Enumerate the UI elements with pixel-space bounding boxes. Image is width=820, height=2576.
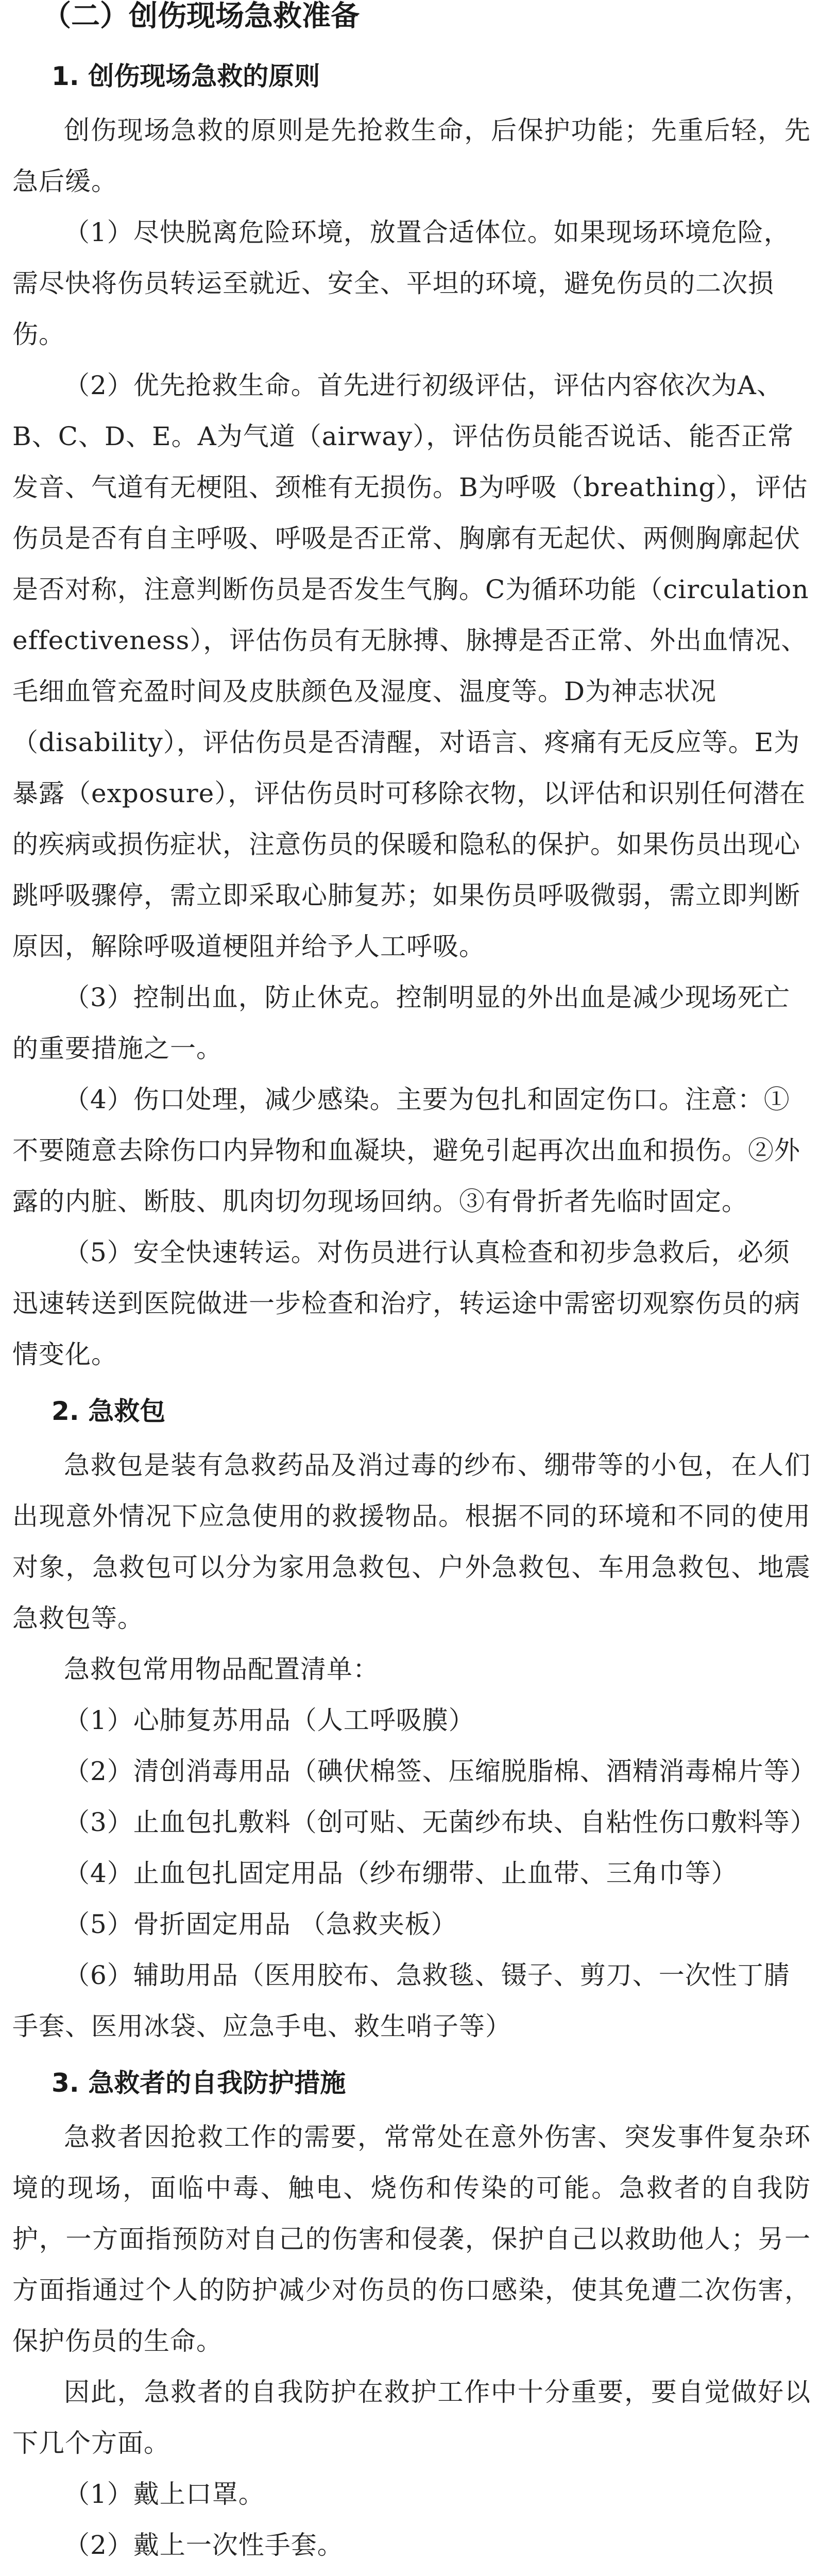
kit-heading: 2. 急救包 — [52, 1396, 166, 1426]
kit-list-intro: 急救包常用物品配置清单： — [64, 1654, 379, 1684]
protection-item-2: （2）戴上一次性手套。 — [64, 2530, 344, 2560]
protection-item-1: （1）戴上口罩。 — [64, 2479, 265, 2509]
principles-intro: 创伤现场急救的原则是先抢救生命，后保护功能；先重后轻，先急后缓。 — [12, 115, 811, 196]
protection-item-3 — [12, 2571, 811, 2576]
kit-item-4: （4）止血包扎固定用品（纱布绷带、止血带、三角巾等） — [64, 1858, 738, 1888]
principles-item-3: （3）控制出血，防止休克。控制明显的外出血是减少现场死亡的重要措施之一。 — [12, 982, 790, 1063]
principles-heading: 1. 创伤现场急救的原则 — [52, 61, 320, 91]
kit-item-1: （1）心肺复苏用品（人工呼吸膜） — [64, 1705, 475, 1735]
principles-item-4: （4）伤口处理，减少感染。主要为包扎和固定伤口。注意：①不要随意去除伤口内异物和血凝块，避免引起再次出血和损伤。②外露的内脏、断肢、肌肉切勿现场回纳。③有骨折者先临时固定。 — [12, 1084, 800, 1216]
principles-item-2: （2）优先抢救生命。首先进行初级评估，评估内容依次为A、B、C、D、E。A为气道（airway），评估伤员能否说话、能否正常发音、气道有无梗阻、颈椎有无损伤。B为呼吸（breathing），评估伤员是否有自主呼吸、呼吸是否正常、胸廓有无起伏、两侧胸廓起伏是否对称，注意判断伤员是否发生气胸。C为循环功能（circulation effectiveness），评估伤员有无脉搏、脉搏是否正常、外出血情况、毛细血管充盈时间及皮肤颜色及湿度、温度等。D为神志状况（disability），评估伤员是否清醒，对语言、疼痛有无反应等。E为暴露（exposure），评估伤员时可移除衣物，以评估和识别任何潜在的疾病或损伤症状，注意伤员的保暖和隐私的保护。如果伤员出现心跳呼吸骤停，需立即采取心肺复苏；如果伤员呼吸微弱，需立即判断原因，解除呼吸道梗阻并给予人工呼吸。 — [12, 370, 809, 961]
protection-intro-2: 因此，急救者的自我防护在救护工作中十分重要，要自觉做好以下几个方面。 — [12, 2377, 811, 2458]
protection-intro: 急救者因抢救工作的需要，常常处在意外伤害、突发事件复杂环境的现场，面临中毒、触电、烧伤和传染的可能。急救者的自我防护，一方面指预防对自己的伤害和侵袭，保护自己以救助他人；另一方面指通过个人的防护减少对伤员的伤口感染，使其免遭二次伤害，保护伤员的生命。 — [12, 2122, 811, 2356]
principles-item-5: （5）安全快速转运。对伤员进行认真检查和初步急救后，必须迅速转送到医院做进一步检查和治疗，转运途中需密切观察伤员的病情变化。 — [12, 1238, 800, 1369]
kit-intro: 急救包是装有急救药品及消过毒的纱布、绷带等的小包，在人们出现意外情况下应急使用的救援物品。根据不同的环境和不同的使用对象，急救包可以分为家用急救包、户外急救包、车用急救包、地震急救包等。 — [12, 1450, 811, 1633]
kit-item-2: （2）清创消毒用品（碘伏棉签、压缩脱脂棉、酒精消毒棉片等） — [64, 1756, 816, 1786]
section-title: （二）创伤现场急救准备 — [42, 0, 360, 33]
kit-item-6: （6）辅助用品（医用胶布、急救毯、镊子、剪刀、一次性丁腈手套、医用冰袋、应急手电、救生哨子等） — [12, 1960, 790, 2041]
protection-heading: 3. 急救者的自我防护措施 — [52, 2068, 346, 2098]
kit-item-5: （5）骨折固定用品 （急救夹板） — [64, 1909, 457, 1939]
kit-item-3: （3）止血包扎敷料（创可贴、无菌纱布块、自粘性伤口敷料等） — [64, 1807, 816, 1837]
principles-item-1: （1）尽快脱离危险环境，放置合适体位。如果现场环境危险，需尽快将伤员转运至就近、安全、平坦的环境，避免伤员的二次损伤。 — [12, 217, 790, 349]
